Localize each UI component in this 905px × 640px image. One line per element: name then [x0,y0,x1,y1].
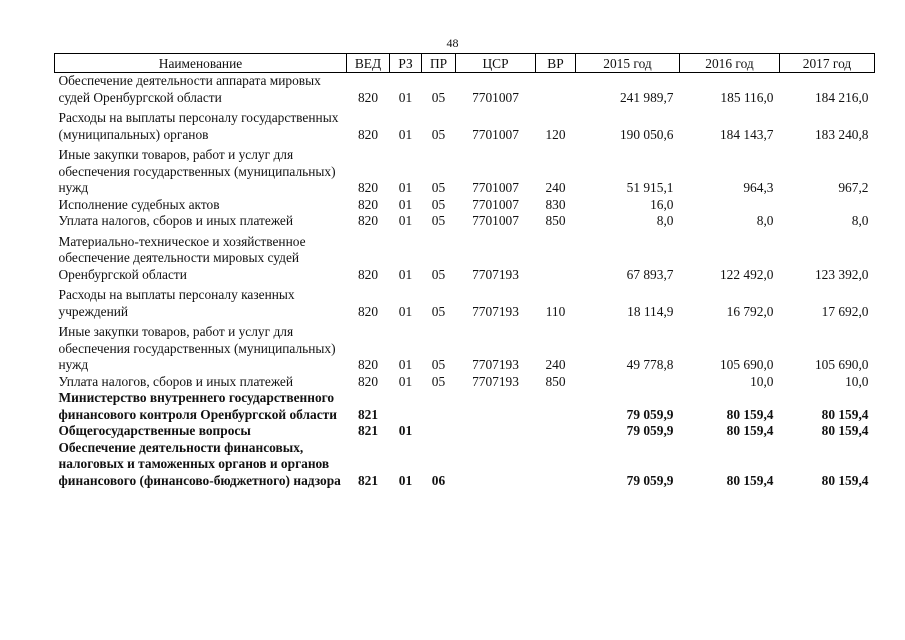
row-value-2017: 183 240,8 [814,126,869,142]
row-ved: 820 [357,89,379,105]
row-ved: 820 [357,266,379,282]
row-value-2015: 67 893,7 [626,266,674,282]
row-name: Обеспечение деятельности финансовых, налоговых и таможенных органов и органов финансового (финансово-бюджетного) надзора [58,439,341,488]
row-value-2016 [680,197,780,214]
row-value-2015: 49 778,8 [626,357,674,372]
row-vr: 850 [545,213,566,228]
header-2016: 2016 год [680,54,780,73]
row-value-2017: 105 690,0 [814,357,869,372]
row-value-2015: 79 059,9 [626,423,674,438]
row-csr: 7707193 [472,373,519,389]
header-pr: ПР [422,54,456,73]
header-name: Наименование [55,54,347,73]
row-name: Исполнение судебных актов [58,196,220,212]
row-name: Обеспечение деятельности аппарата мировых судей Оренбургской области [58,73,321,105]
row-value-2016: 105 690,0 [719,357,774,372]
row-csr [456,423,536,440]
row-ved: 820 [357,357,379,372]
table-row [55,423,875,440]
row-value-2015: 190 050,6 [619,126,674,142]
row-rz: 01 [398,423,413,438]
row-pr: 05 [431,89,446,105]
row-pr: 05 [431,213,446,228]
row-csr: 7707193 [472,266,519,282]
row-name: Иные закупки товаров, работ и услуг для обеспечения государственных (муниципальных) нужд [58,324,336,372]
table-body [55,73,875,490]
header-row [55,54,875,73]
row-ved: 821 [357,472,379,488]
table-row [55,230,875,284]
row-value-2015: 16,0 [650,196,674,212]
row-vr: 850 [545,373,566,389]
table-row [55,106,875,143]
row-ved: 820 [357,373,379,389]
row-csr: 7701007 [472,89,519,105]
header-vr: ВР [536,54,576,73]
row-csr: 7707193 [472,357,519,372]
row-pr [422,390,456,423]
row-value-2016: 122 492,0 [719,266,774,282]
row-value-2017: 80 159,4 [821,406,869,422]
table-row [55,390,875,423]
row-value-2016: 80 159,4 [726,406,774,422]
row-vr [536,440,576,490]
row-rz: 01 [398,89,413,105]
row-ved: 821 [357,406,379,422]
row-value-2015: 241 989,7 [619,89,674,105]
row-value-2017: 80 159,4 [821,472,869,488]
row-ved: 821 [357,423,379,438]
row-csr: 7701007 [472,180,519,195]
row-ved: 820 [357,180,379,195]
row-csr: 7701007 [472,126,519,142]
table-row [55,143,875,197]
row-vr: 830 [545,196,566,212]
row-name: Материально-техническое и хозяйственное обеспечение деятельности мировых судей Оренбургской области [58,233,306,282]
row-rz: 01 [398,373,413,389]
row-pr: 05 [431,196,446,212]
row-rz: 01 [398,180,413,195]
row-pr: 05 [431,180,446,195]
row-csr: 7701007 [472,213,519,228]
row-vr [536,390,576,423]
row-pr: 05 [431,266,446,282]
row-value-2016: 80 159,4 [726,472,774,488]
row-pr: 05 [431,126,446,142]
row-ved: 820 [357,196,379,212]
row-value-2017: 123 392,0 [814,266,869,282]
row-name: Общегосударственные вопросы [58,423,251,438]
row-rz: 01 [398,196,413,212]
table-row [55,213,875,230]
row-pr: 05 [431,373,446,389]
row-value-2016: 10,0 [750,373,774,389]
row-value-2016: 184 143,7 [719,126,774,142]
row-value-2017: 184 216,0 [814,89,869,105]
row-name: Расходы на выплаты персоналу казенных учреждений [58,287,295,319]
row-value-2016: 8,0 [756,213,774,228]
row-csr: 7707193 [472,303,519,319]
row-value-2016: 16 792,0 [726,303,774,319]
page-number: 48 [446,36,459,50]
row-rz: 01 [398,213,413,228]
row-vr [536,230,576,284]
row-vr: 240 [545,180,566,195]
header-rz: РЗ [390,54,422,73]
row-value-2016: 80 159,4 [726,423,774,438]
row-pr: 06 [431,472,446,488]
row-value-2016: 964,3 [743,180,774,195]
row-name: Министерство внутреннего государственного финансового контроля Оренбургской области [58,390,337,422]
header-2017: 2017 год [780,54,875,73]
table-row [55,320,875,374]
row-rz [390,390,422,423]
row-vr: 110 [545,303,566,319]
row-ved: 820 [357,213,379,228]
row-vr [536,73,576,107]
table-row [55,73,875,107]
table-row [55,283,875,320]
row-value-2016: 185 116,0 [720,89,774,105]
row-pr: 05 [431,303,446,319]
row-vr [536,423,576,440]
row-rz: 01 [398,126,413,142]
table-row [55,197,875,214]
row-value-2015: 18 114,9 [627,303,674,319]
row-ved: 820 [357,126,379,142]
row-value-2015: 79 059,9 [626,472,674,488]
row-name: Уплата налогов, сборов и иных платежей [58,213,294,228]
table-row [55,374,875,391]
row-rz: 01 [398,303,413,319]
row-pr [422,423,456,440]
row-value-2017: 8,0 [851,213,869,228]
row-csr [456,440,536,490]
row-value-2017: 10,0 [845,373,869,389]
table-header [55,54,875,73]
header-csr: ЦСР [456,54,536,73]
header-ved: ВЕД [347,54,390,73]
row-pr: 05 [431,357,446,372]
budget-table [54,53,875,489]
row-value-2015: 51 915,1 [626,180,674,195]
row-value-2015: 8,0 [656,213,674,228]
row-value-2017: 17 692,0 [821,303,869,319]
row-value-2015: 79 059,9 [626,406,674,422]
row-value-2017: 967,2 [838,180,869,195]
row-vr: 120 [545,126,566,142]
table-row [55,440,875,490]
row-rz: 01 [398,266,413,282]
row-name: Уплата налогов, сборов и иных платежей [58,373,294,389]
row-name: Расходы на выплаты персоналу государственных (муниципальных) органов [58,110,339,142]
row-csr [456,390,536,423]
row-value-2017: 80 159,4 [821,423,869,438]
header-2015: 2015 год [576,54,680,73]
row-name: Иные закупки товаров, работ и услуг для обеспечения государственных (муниципальных) нужд [58,147,336,195]
row-vr: 240 [545,357,566,372]
row-rz: 01 [398,472,413,488]
row-value-2015 [576,374,680,391]
row-csr: 7701007 [472,196,519,212]
row-ved: 820 [357,303,379,319]
row-value-2017 [780,197,875,214]
row-rz: 01 [398,357,413,372]
